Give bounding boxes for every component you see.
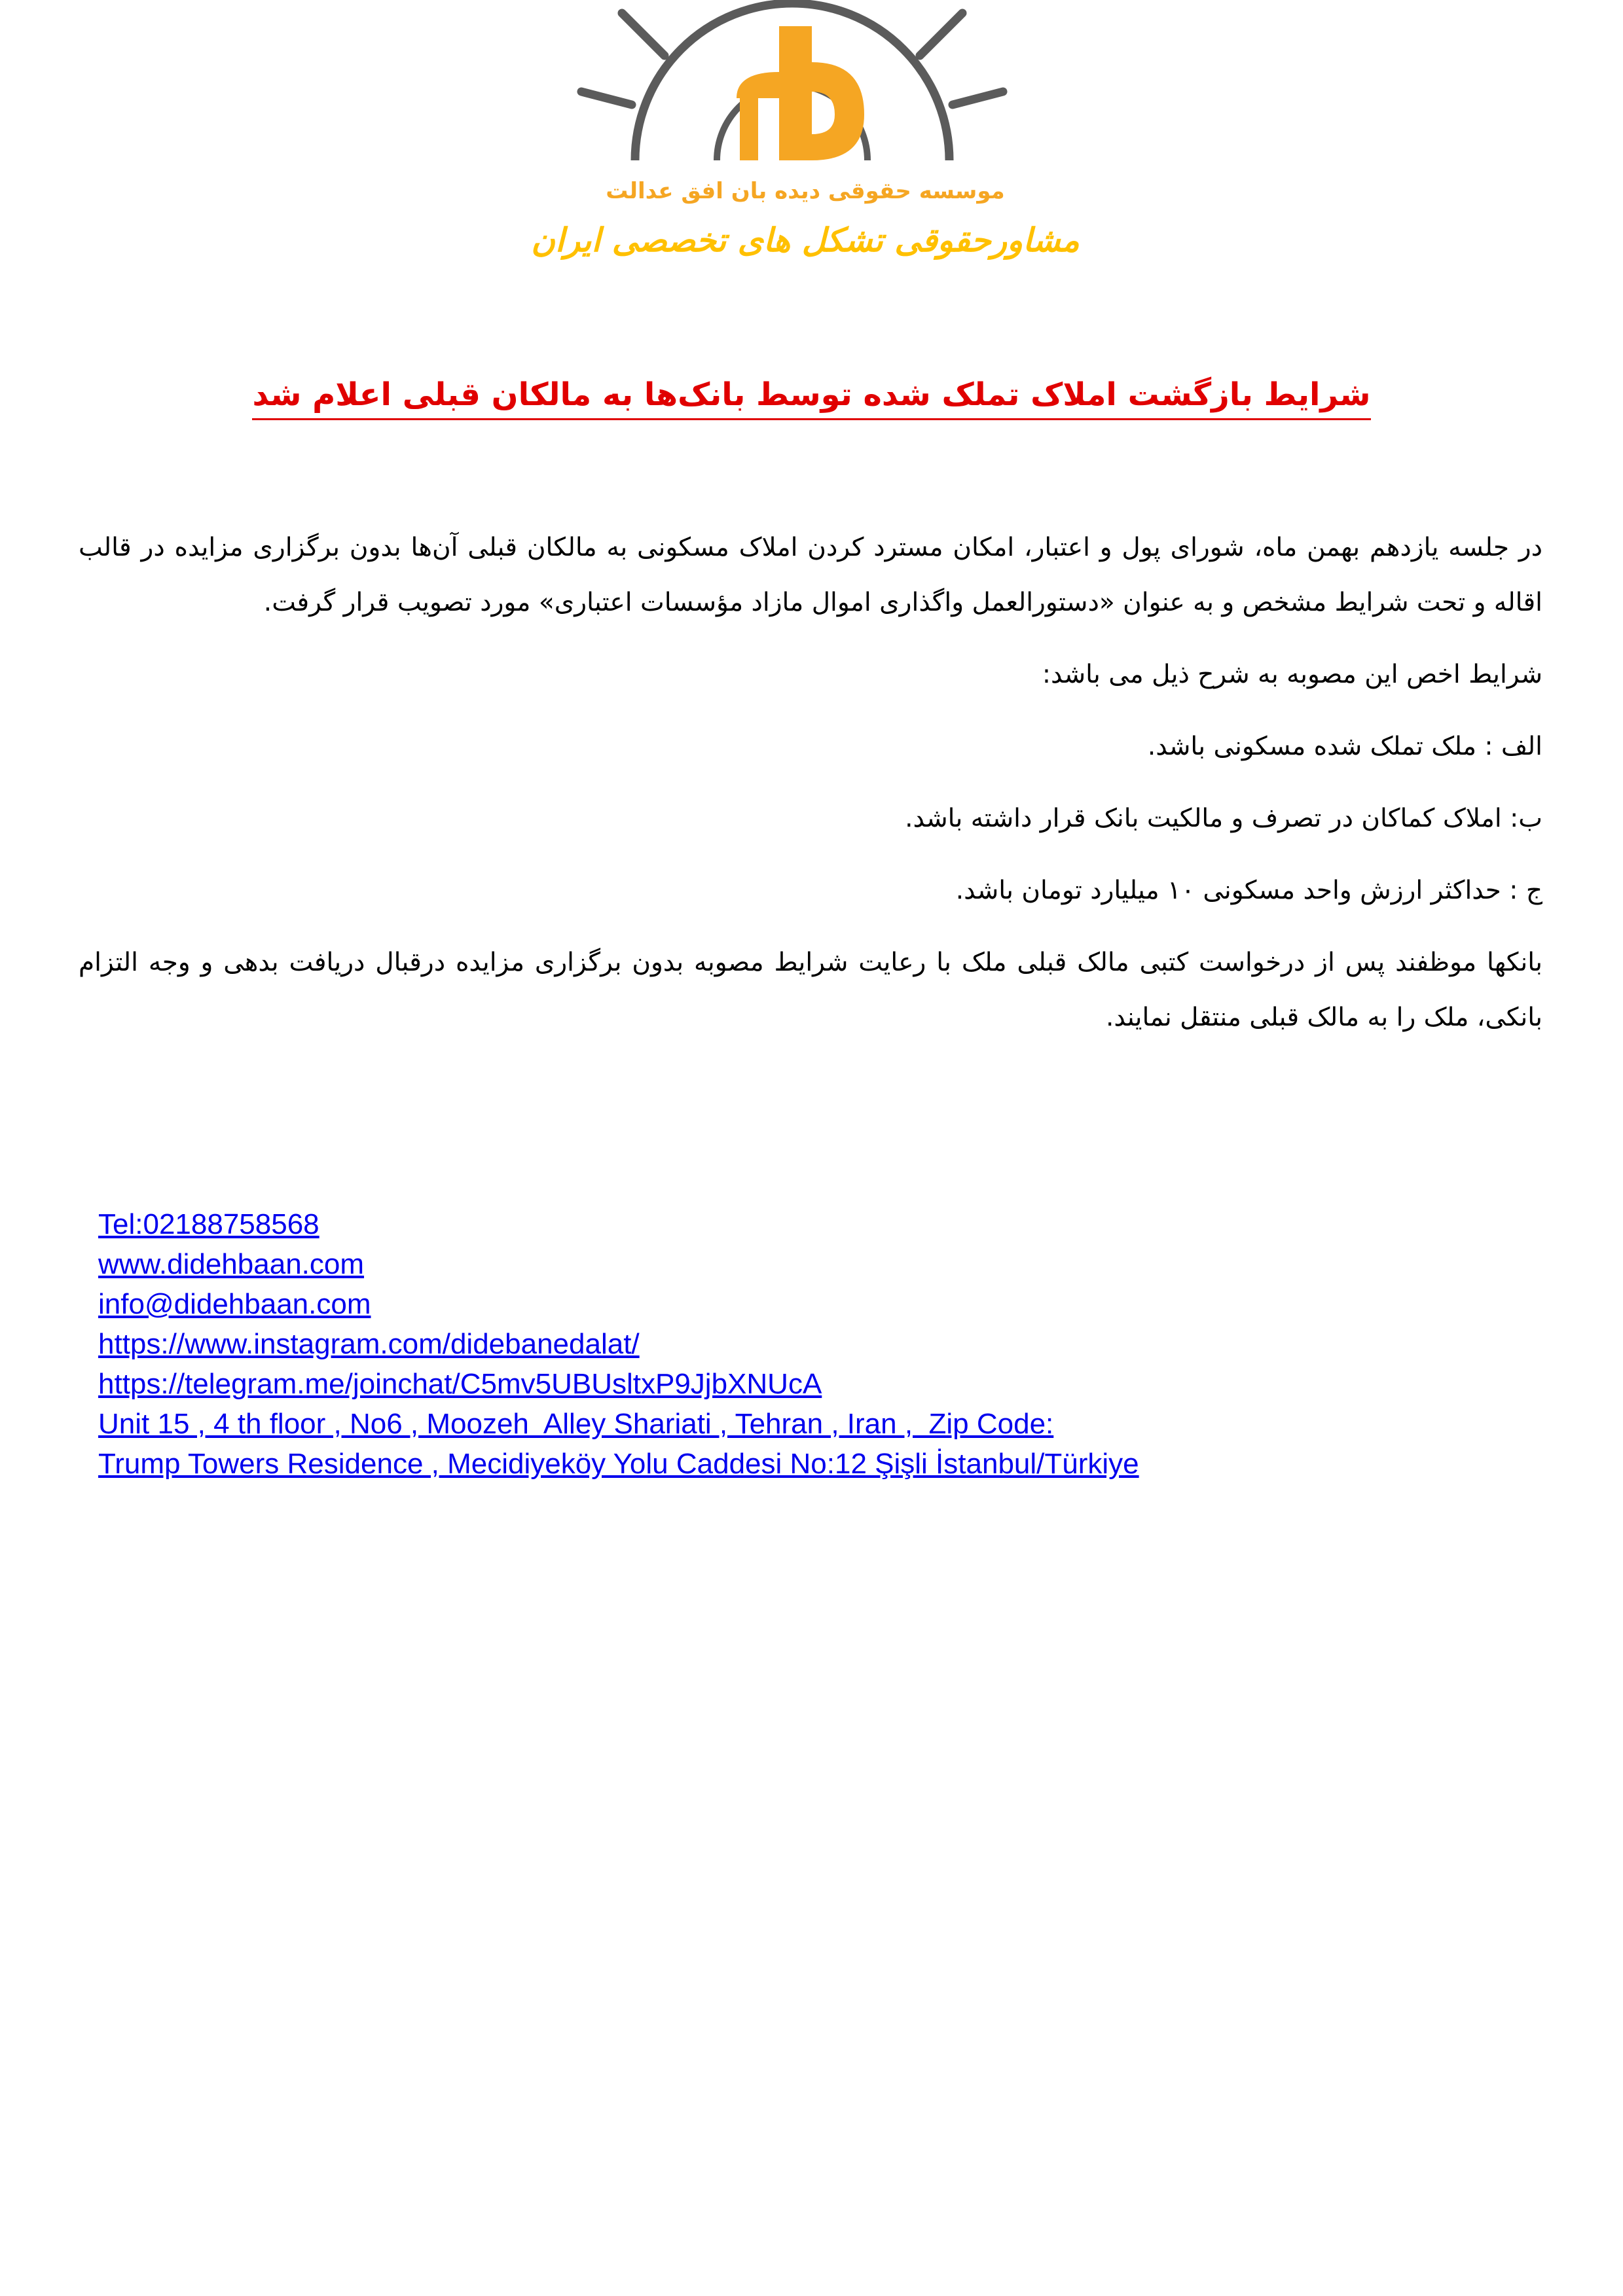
article-paragraph-condition-c: ج : حداکثر ارزش واحد مسکونی ۱۰ میلیارد تومان باشد. [955, 876, 1542, 905]
institute-name: موسسه حقوقی دیده بان افق عدالت [606, 178, 1005, 204]
article-title-container [131, 376, 1492, 420]
email-link[interactable]: info@didehbaan.com [98, 1288, 371, 1320]
institute-logo [570, 0, 1015, 183]
tehran-address-link[interactable]: Unit 15 , 4 th floor , No6 , Moozeh Alley Shariati , Tehran , Iran , Zip Code: [98, 1408, 1054, 1440]
institute-tagline: مشاورحقوقی تشکل های تخصصی ایران [531, 221, 1080, 259]
sunrise-scales-logo-icon [570, 0, 1015, 183]
article-paragraph-conditions-heading: شرایط اخص این مصوبه به شرح ذیل می باشد: [1042, 660, 1542, 689]
website-link[interactable]: www.didehbaan.com [98, 1248, 365, 1280]
article-paragraph-condition-a: الف : ملک تملک شده مسکونی باشد. [1147, 732, 1542, 761]
article-body [79, 520, 1542, 1062]
article-title: شرایط بازگشت املاک تملک شده توسط بانک‌ها به مالکان قبلی اعلام شد [252, 376, 1370, 420]
article-paragraph-conclusion: بانکها موظفند پس از درخواست کتبی مالک قبلی ملک با رعایت شرایط مصوبه بدون برگزاری مزایده درقبال دریافت بدهی و وجه التزام بانکی، ملک را به مالک قبلی منتقل نمایند. [79, 948, 1542, 1032]
article-paragraph-condition-b: ب: املاک کماکان در تصرف و مالکیت بانک قرار داشته باشد. [905, 804, 1542, 833]
phone-link[interactable]: Tel:02188758568 [98, 1208, 319, 1240]
instagram-link[interactable]: https://www.instagram.com/didebanedalat/ [98, 1328, 640, 1360]
telegram-link[interactable]: https://telegram.me/joinchat/C5mv5UBUsltxP9JjbXNUcA [98, 1368, 822, 1400]
istanbul-address-link[interactable]: Trump Towers Residence , Mecidiyeköy Yolu Caddesi No:12 Şişli İstanbul/Türkiye [98, 1448, 1139, 1480]
article-paragraph-intro: در جلسه یازدهم بهمن ماه، شورای پول و اعتبار، امکان مسترد کردن املاک مسکونی به مالکان قبلی آن‌ها بدون برگزاری مزایده در قالب اقاله و تحت شرایط مشخص و به عنوان «دستورالعمل واگذاری اموال مازاد مؤسسات اعتباری» مورد تصویب قرار گرفت. [79, 533, 1542, 617]
contact-info [98, 1204, 1473, 1484]
